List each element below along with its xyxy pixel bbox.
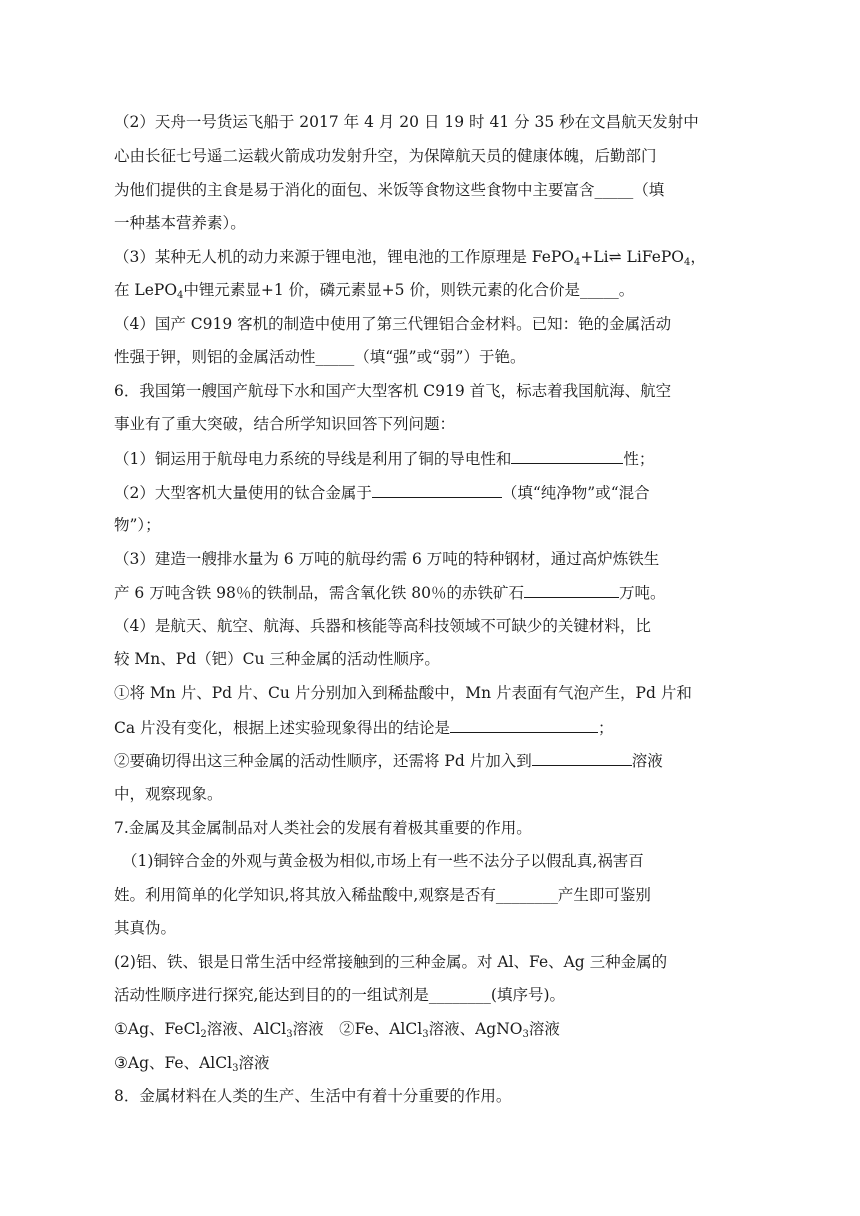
text-fragment: ； — [598, 719, 614, 737]
text-line — [114, 482, 650, 503]
text-line: 7.金属及其金属制品对人类社会的发展有着极其重要的作用。 — [114, 819, 532, 837]
text-fragment: （填“纯净物”或“混合 — [501, 484, 650, 502]
subscript: 3 — [522, 1029, 529, 1040]
text-fragment: 溶液 — [528, 1020, 560, 1038]
text-line: 其真伪。 — [114, 919, 177, 937]
text-fragment: 万吨。 — [619, 584, 666, 602]
text-line: 姓。利用简单的化学知识,将其放入稀盐酸中,观察是否有________产生即可鉴别 — [114, 886, 651, 904]
text-line: 6．我国第一艘国产航母下水和国产大型客机 C919 首飞，标志着我国航海、航空 — [114, 382, 672, 400]
text-line: （2）天舟一号货运飞船于 2017 年 4 月 20 日 19 时 41 分 35 秒在文昌航天发射中 — [114, 113, 699, 131]
text-line — [114, 1053, 269, 1073]
text-line: (2)铝、铁、银是日常生活中经常接触到的三种金属。对 Al、Fe、Ag 三种金属的 — [114, 953, 668, 971]
text-line: 8．金属材料在人类的生产、生活中有着十分重要的作用。 — [114, 1087, 512, 1105]
text-fragment: 溶液、AlCl — [206, 1020, 287, 1038]
text-fragment: ， — [690, 248, 706, 266]
text-fragment: 中锂元素显+1 价，磷元素显+5 价，则铁元素的化合价是_____。 — [183, 281, 635, 299]
answer-blank — [450, 717, 598, 733]
text-line — [114, 717, 614, 738]
subscript: 4 — [574, 257, 581, 268]
text-fragment: 溶液 ②Fe、AlCl — [292, 1020, 423, 1038]
text-line: 为他们提供的主食是易于消化的面包、米饭等食物这些食物中主要富含_____（填 — [114, 181, 665, 199]
text-fragment: （2）大型客机大量使用的钛合金属于 — [114, 484, 372, 502]
answer-blank — [524, 582, 619, 598]
text-fragment: 溶液 — [238, 1054, 270, 1072]
text-line: 中，观察现象。 — [114, 785, 223, 803]
text-line — [114, 280, 634, 300]
text-line: （3）建造一艘排水量为 6 万吨的航母约需 6 万吨的特种钢材，通过高炉炼铁生 — [114, 550, 660, 568]
text-fragment: （3）某种无人机的动力来源于锂电池，锂电池的工作原理是 FePO — [114, 248, 575, 266]
text-line: ①将 Mn 片、Pd 片、Cu 片分别加入到稀盐酸中，Mn 片表面有气泡产生，Pd 片和 — [114, 684, 692, 702]
text-line — [114, 1019, 560, 1039]
text-line: 心由长征七号遥二运载火箭成功发射升空，为保障航天员的健康体魄，后勤部门 — [114, 147, 657, 165]
text-fragment: ①Ag、FeCl — [114, 1020, 201, 1038]
text-fragment: 产 6 万吨含铁 98％的铁制品，需含氧化铁 80％的赤铁矿石 — [114, 584, 525, 602]
answer-blank — [511, 448, 623, 464]
text-fragment: 性； — [623, 450, 655, 468]
text-line: （1)铜锌合金的外观与黄金极为相似,市场上有一些不法分子以假乱真,祸害百 — [122, 852, 644, 870]
subscript: 3 — [232, 1063, 239, 1074]
text-fragment: 溶液 — [631, 752, 663, 770]
text-line: 一种基本营养素）。 — [114, 214, 246, 232]
text-fragment: ②要确切得出这三种金属的活动性顺序，还需将 Pd 片加入到 — [114, 752, 532, 770]
text-fragment: 在 LePO — [114, 281, 178, 299]
text-line — [114, 582, 666, 603]
subscript: 3 — [286, 1029, 293, 1040]
subscript: 3 — [422, 1029, 429, 1040]
text-line — [114, 750, 663, 771]
text-fragment: Ca 片没有变化，根据上述实验现象得出的结论是 — [114, 719, 451, 737]
answer-blank — [372, 482, 502, 498]
text-line: 物”）； — [114, 516, 161, 534]
text-fragment: ③Ag、Fe、AlCl — [114, 1054, 233, 1072]
text-fragment: 溶液、AgNO — [428, 1020, 523, 1038]
answer-blank — [532, 750, 632, 766]
text-line: （4）国产 C919 客机的制造中使用了第三代锂铝合金材料。已知：铯的金属活动 — [114, 315, 672, 333]
text-line: 较 Mn、Pd（钯）Cu 三种金属的活动性顺序。 — [114, 650, 440, 668]
text-line: 性强于钾，则铝的金属活动性_____（填“强”或“弱”）于铯。 — [114, 348, 526, 366]
text-line — [114, 247, 706, 267]
subscript: 2 — [200, 1029, 207, 1040]
text-line: 活动性顺序进行探究,能达到目的的一组试剂是________(填序号)。 — [114, 986, 566, 1004]
text-line: （4）是航天、航空、航海、兵器和核能等高科技领域不可缺少的关键材料，比 — [114, 617, 651, 635]
subscript: 4 — [177, 290, 184, 301]
text-line: 事业有了重大突破，结合所学知识回答下列问题： — [114, 415, 456, 433]
subscript: 4 — [684, 257, 691, 268]
text-fragment: （1）铜运用于航母电力系统的导线是利用了铜的导电性和 — [114, 450, 512, 468]
text-fragment: +Li⇌ LiFePO — [580, 248, 685, 266]
text-line — [114, 448, 654, 469]
